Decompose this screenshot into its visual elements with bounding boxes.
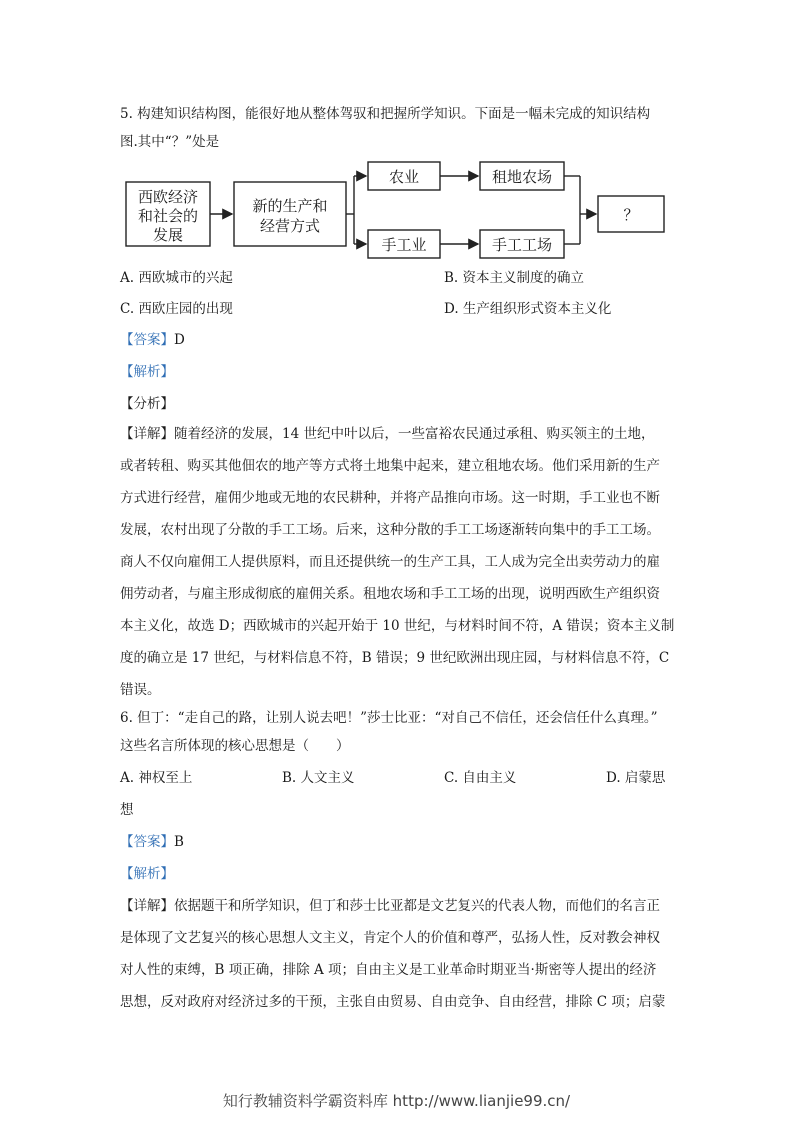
q5-detail-line: 佣劳动者，与雇主形成彻底的雇佣关系。租地农场和手工工场的出现，说明西欧生产组织资 [120, 586, 660, 602]
q6-analysis-tag: 【解析】 [120, 866, 174, 882]
q5-detail-line: 方式进行经营，雇佣少地或无地的农民耕种，并将产品推向市场。这一时期，手工业也不断 [120, 490, 660, 506]
detail-tag: 【详解】 [120, 426, 174, 442]
q5-detail-line: 本主义化，故选 D；西欧城市的兴起开始于 10 世纪，与材料时间不符，A 错误；资本主义制 [120, 618, 675, 634]
box1-text-2: 和社会的 [137, 207, 199, 225]
q6-detail-line [120, 896, 680, 916]
q6-option-c: C. 自由主义 [444, 770, 517, 786]
q5-stem-line1: 5. 构建知识结构图，能很好地从整体驾驭和把握所学知识。下面是一幅未完成的知识结构 [120, 106, 651, 122]
q5-detail-line: 错误。 [120, 682, 161, 698]
q5-fenxi-tag: 【分析】 [120, 396, 174, 412]
q5-answer [120, 330, 680, 350]
q5-detail-line [120, 424, 680, 444]
q5-stem-line2: 图.其中“？”处是 [120, 134, 220, 150]
box1-text-1: 西欧经济 [137, 188, 199, 206]
q6-option-a: A. 神权至上 [120, 770, 193, 786]
q5-option-c: C. 西欧庄园的出现 [120, 301, 233, 317]
answer-tag: 【答案】 [120, 332, 174, 348]
q5-detail-line: 度的确立是 17 世纪，与材料信息不符，B 错误；9 世纪欧洲出现庄园，与材料信息不符，C [120, 650, 670, 666]
q5-option-d: D. 生产组织形式资本主义化 [444, 301, 612, 317]
box2-text-1: 新的生产和 [252, 197, 328, 215]
q6-option-b: B. 人文主义 [282, 770, 355, 786]
detail-text: 依据题干和所学知识，但丁和莎士比亚都是文艺复兴的代表人物，而他们的名言正 [174, 898, 660, 914]
q6-answer [120, 832, 680, 852]
q5-option-a: A. 西欧城市的兴起 [120, 270, 233, 286]
bot1-text: 手工业 [381, 236, 427, 254]
q5-analysis-tag: 【解析】 [120, 364, 174, 380]
q6-stem-line1: 6. 但丁：“走自己的路，让别人说去吧！”莎士比亚：“对自己不信任，还会信任什么真理。” [120, 710, 658, 726]
q6-detail-line: 思想，反对政府对经济过多的干预，主张自由贸易、自由竞争、自由经营，排除 C 项；启蒙 [120, 994, 666, 1010]
q6-detail-line: 对人性的束缚，B 项正确，排除 A 项；自由主义是工业革命时期亚当·斯密等人提出的经济 [120, 962, 657, 978]
detail-tag: 【详解】 [120, 898, 174, 914]
q6-stem-line2: 这些名言所体现的核心思想是（ ） [120, 738, 350, 754]
q6-detail-line: 是体现了文艺复兴的核心思想人文主义，肯定个人的价值和尊严，弘扬人性，反对教会神权 [120, 930, 660, 946]
q6-option-d: D. 启蒙思 [606, 770, 666, 786]
box1-text-3: 发展 [152, 226, 184, 244]
q5-option-b: B. 资本主义制度的确立 [444, 270, 585, 286]
q5-detail-line: 或者转租、购买其他佃农的地产等方式将土地集中起来，建立租地农场。他们采用新的生产 [120, 458, 660, 474]
q5-detail-line: 商人不仅向雇佣工人提供原料，而且还提供统一的生产工具，工人成为完全出卖劳动力的雇 [120, 554, 660, 570]
answer-tag: 【答案】 [120, 834, 174, 850]
detail-text: 随着经济的发展，14 世纪中叶以后，一些富裕农民通过承租、购买领主的土地， [174, 426, 655, 442]
answer-value: D [174, 332, 185, 348]
q5-detail-line: 发展，农村出现了分散的手工工场。后来，这种分散的手工工场逐渐转向集中的手工工场。 [120, 522, 660, 538]
footer-watermark: 知行教辅资料学霸资料库 http://www.lianjie99.cn/ [222, 1092, 571, 1110]
unknown-text: ？ [623, 206, 639, 224]
bot2-text: 手工工场 [491, 236, 553, 254]
answer-value: B [174, 834, 184, 850]
top1-text: 农业 [388, 168, 420, 186]
top2-text: 租地农场 [491, 168, 553, 186]
knowledge-structure-diagram [120, 160, 680, 260]
q6-option-d-cont: 想 [120, 802, 134, 818]
box2-text-2: 经营方式 [259, 217, 321, 235]
